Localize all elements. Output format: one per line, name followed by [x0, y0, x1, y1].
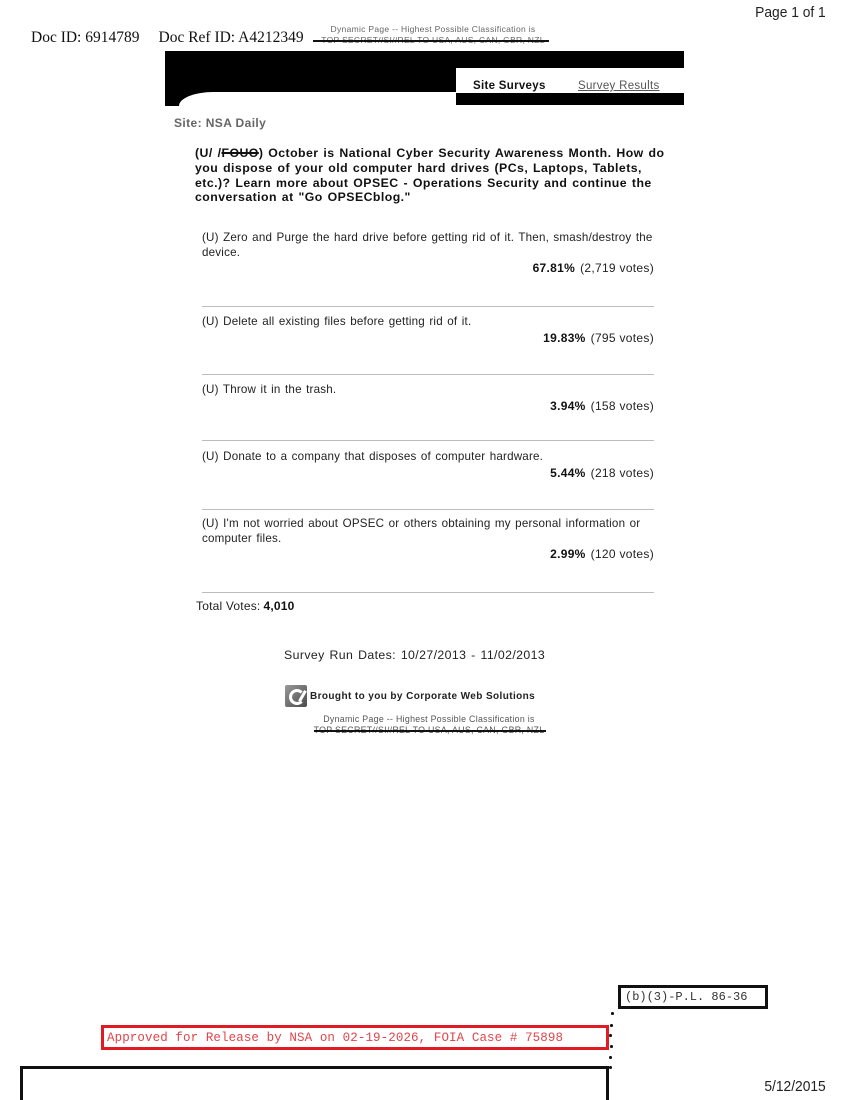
question-text: October is National Cyber Security Awareness Month. How do you dispose of your old computer hard drives (PCs, Laptops, Tablets, etc.)? Learn more about OPSEC - Operations Security and continue the conversation at "Go OPSECblog.": [195, 146, 665, 205]
answer-text: (U) I'm not worried about OPSEC or others obtaining my personal information or computer files.: [202, 517, 641, 545]
doc-id: Doc ID: 6914789: [31, 29, 140, 46]
dotted-connector: [609, 1012, 615, 1068]
struck-marking: FOUO: [221, 146, 259, 160]
redacted-header-bar-bottom: [456, 93, 684, 105]
print-date: 5/12/2015: [764, 1078, 826, 1095]
redacted-header-bar-top: [456, 51, 684, 68]
divider: [202, 509, 654, 510]
doc-ref-id: Doc Ref ID: A4212349: [158, 29, 304, 46]
answer-result: [202, 399, 654, 413]
site-label: Site: NSA Daily: [174, 116, 267, 130]
answer-votes: (218 votes): [590, 465, 654, 480]
answer-votes: (2,719 votes): [580, 261, 654, 275]
answer-text: (U) Zero and Purge the hard drive before getting rid of it. Then, smash/destroy the device.: [202, 231, 653, 259]
answer-item: [202, 517, 654, 561]
answer-votes: (158 votes): [590, 398, 654, 413]
header-curve: [179, 92, 456, 106]
answer-percent: 67.81%: [532, 261, 576, 275]
document-ids: [31, 29, 304, 47]
classification-banner-bottom: [284, 714, 574, 736]
tab-survey-results[interactable]: Survey Results: [578, 80, 660, 92]
redaction-box: [20, 1066, 609, 1100]
divider: [202, 440, 654, 441]
divider: [202, 374, 654, 375]
answer-text: (U) Donate to a company that disposes of computer hardware.: [202, 450, 544, 463]
total-votes: [196, 599, 294, 613]
redaction-strike: [313, 40, 549, 42]
answer-text: (U) Throw it in the trash.: [202, 383, 337, 396]
classification-banner-top: [303, 24, 563, 46]
nav-tabs: [456, 78, 684, 93]
answer-percent: 3.94%: [550, 398, 586, 413]
answer-votes: (120 votes): [590, 547, 654, 561]
foia-exemption-label: (b)(3)-P.L. 86-36: [618, 985, 768, 1009]
classification-line-1: Dynamic Page -- Highest Possible Classification is: [323, 714, 535, 724]
tab-site-surveys[interactable]: Site Surveys: [473, 80, 546, 92]
answer-item: [202, 315, 654, 345]
answer-result: [202, 261, 654, 275]
redaction-strike: [314, 730, 547, 732]
answer-percent: 5.44%: [550, 465, 586, 480]
answer-result: [202, 547, 654, 561]
answer-text: (U) Delete all existing files before getting rid of it.: [202, 315, 472, 328]
answer-item: [202, 383, 654, 413]
credit-line: [285, 685, 535, 707]
release-approval-stamp: Approved for Release by NSA on 02-19-2026, FOIA Case # 75898: [101, 1025, 609, 1050]
total-votes-label: Total Votes:: [196, 599, 261, 613]
marking-open: (U/ /: [195, 146, 222, 160]
credit-text: Brought to you by Corporate Web Solutions: [310, 690, 536, 702]
classification-line-1: Dynamic Page -- Highest Possible Classification is: [330, 24, 536, 34]
answer-votes: (795 votes): [590, 330, 654, 345]
answer-result: [202, 331, 654, 345]
divider: [202, 306, 654, 307]
answer-percent: 2.99%: [550, 547, 586, 561]
divider: [202, 592, 654, 593]
answer-item: [202, 450, 654, 480]
marking-close: ): [258, 146, 264, 160]
corporate-web-solutions-logo-icon: [285, 685, 307, 707]
answer-item: [202, 231, 654, 275]
answer-result: [202, 466, 654, 480]
answer-percent: 19.83%: [543, 330, 586, 345]
survey-question: [195, 146, 670, 205]
total-votes-value: 4,010: [263, 599, 295, 613]
page-number: Page 1 of 1: [755, 4, 826, 21]
survey-run-dates: Survey Run Dates: 10/27/2013 - 11/02/2013: [284, 648, 546, 662]
redacted-header-banner: [165, 51, 456, 106]
